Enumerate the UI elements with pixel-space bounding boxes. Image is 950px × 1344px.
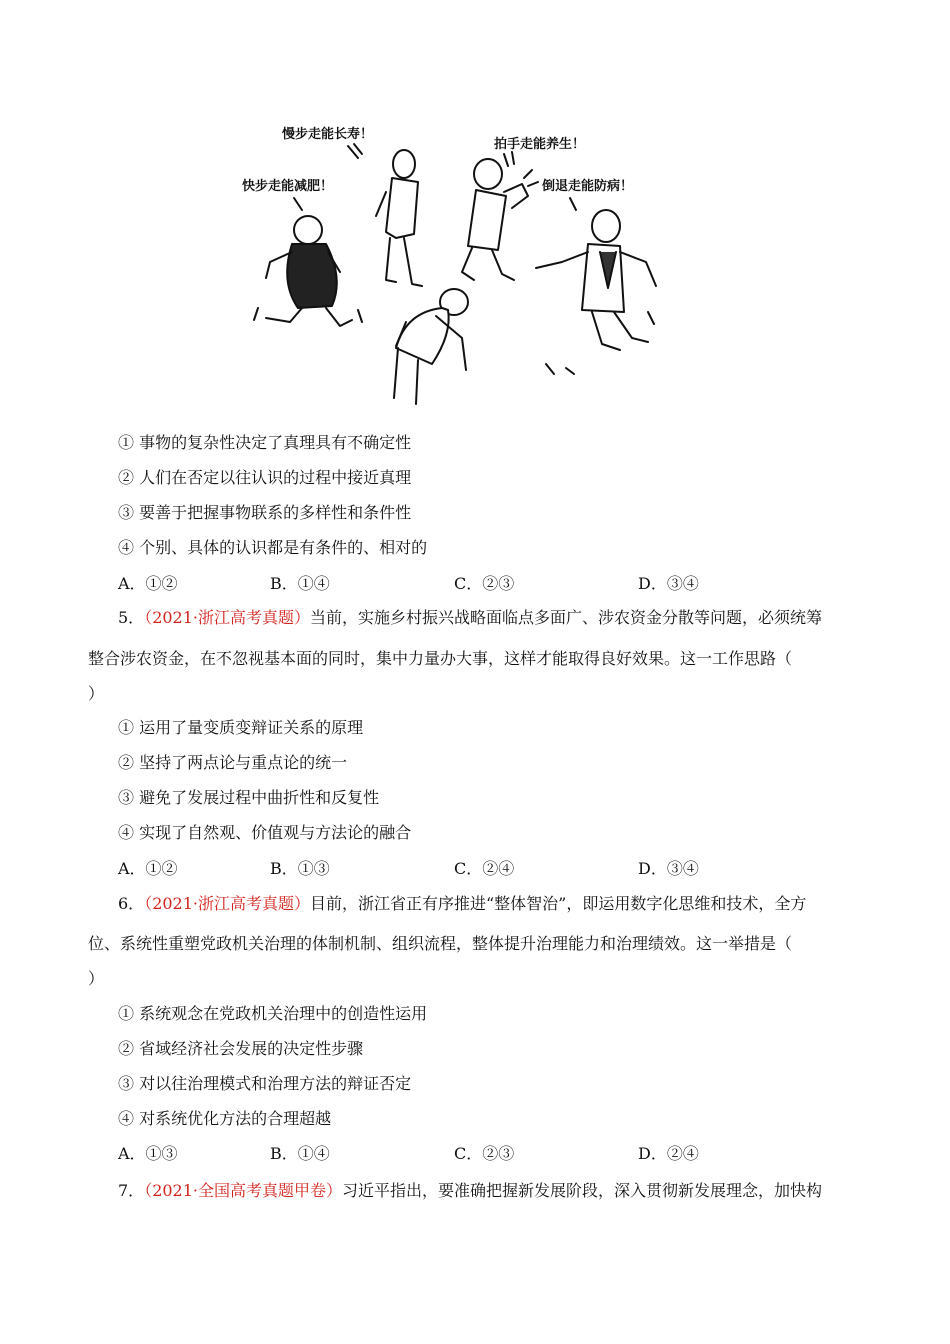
- caption-clap-walk: 拍手走能养生！: [494, 137, 586, 152]
- q6-stem-line-1: [118, 893, 806, 915]
- q4-statement-3: ③ 要善于把握事物联系的多样性和条件性: [118, 503, 412, 522]
- clap-walker-figure: [462, 159, 538, 280]
- q7-stem-line-1: [118, 1180, 822, 1202]
- q5-choice-b[interactable]: B．①③: [270, 859, 330, 878]
- q6-statement-3: ③ 对以往治理模式和治理方法的辩证否定: [118, 1074, 412, 1093]
- q5-statement-4: ④ 实现了自然观、价值观与方法论的融合: [118, 823, 412, 842]
- q5-statement-3: ③ 避免了发展过程中曲折性和反复性: [118, 788, 380, 807]
- q5-statement-1: ① 运用了量变质变辩证关系的原理: [118, 718, 364, 737]
- q6-choice-a[interactable]: A．①③: [118, 1144, 178, 1163]
- q7-stem-text-1: 习近平指出，要准确把握新发展阶段，深入贯彻新发展理念，加快构: [342, 1181, 823, 1200]
- q7-source: （2021·全国高考真题甲卷）: [144, 1181, 342, 1200]
- q4-choice-a[interactable]: A．①②: [118, 574, 178, 593]
- q4-statement-2: ② 人们在否定以往认识的过程中接近真理: [118, 468, 412, 487]
- q6-choice-d[interactable]: D．②④: [638, 1144, 699, 1163]
- walking-cartoon-illustration: [236, 112, 676, 412]
- q6-stem-line-3: ）: [88, 969, 105, 988]
- q6-choice-c[interactable]: C．②③: [454, 1144, 515, 1163]
- q6-statement-4: ④ 对系统优化方法的合理超越: [118, 1109, 332, 1128]
- q4-choice-c[interactable]: C．②③: [454, 574, 515, 593]
- q6-stem-line-2: 位、系统性重塑党政机关治理的体制机制、组织流程，整体提升治理能力和治理绩效。这一举措是（: [88, 934, 793, 953]
- caption-backward-walk: 倒退走能防病！: [542, 179, 634, 194]
- q5-choice-c[interactable]: C．②④: [454, 859, 515, 878]
- q6-source: （2021·浙江高考真题）: [144, 894, 310, 913]
- caption-slow-walk: 慢步走能长寿！: [282, 127, 374, 142]
- backward-walker-figure: [536, 210, 656, 374]
- q6-choice-b[interactable]: B．①④: [270, 1144, 330, 1163]
- q6-stem-text-1: 目前，浙江省正有序推进“整体智治”，即运用数字化思维和技术，全方: [310, 894, 807, 913]
- q5-statement-2: ② 坚持了两点论与重点论的统一: [118, 753, 348, 772]
- q7-number: 7．: [118, 1181, 145, 1200]
- q5-number: 5．: [118, 608, 145, 627]
- q4-statement-1: ① 事物的复杂性决定了真理具有不确定性: [118, 433, 412, 452]
- caption-fast-walk: 快步走能减肥！: [242, 179, 334, 194]
- q5-choice-a[interactable]: A．①②: [118, 859, 178, 878]
- q6-statement-1: ① 系统观念在党政机关治理中的创造性运用: [118, 1004, 428, 1023]
- q6-number: 6．: [118, 894, 145, 913]
- q4-choice-d[interactable]: D．③④: [638, 574, 699, 593]
- q4-choice-b[interactable]: B．①④: [270, 574, 330, 593]
- q5-source: （2021·浙江高考真题）: [144, 608, 310, 627]
- slow-walker-figure: [376, 150, 422, 286]
- q5-stem-text-1: 当前，实施乡村振兴战略面临点多面广、涉农资金分散等问题，必须统筹: [310, 608, 823, 627]
- fast-walker-figure: [254, 216, 362, 326]
- q5-choice-d[interactable]: D．③④: [638, 859, 699, 878]
- q4-statement-4: ④ 个别、具体的认识都是有条件的、相对的: [118, 538, 428, 557]
- q5-stem-line-1: [118, 607, 822, 629]
- q6-statement-2: ② 省域经济社会发展的决定性步骤: [118, 1039, 364, 1058]
- q5-stem-line-2: 整合涉农资金，在不忽视基本面的同时，集中力量办大事，这样才能取得良好效果。这一工作思路（: [88, 649, 793, 668]
- bent-over-figure: [394, 289, 468, 404]
- q5-stem-line-3: ）: [88, 684, 105, 703]
